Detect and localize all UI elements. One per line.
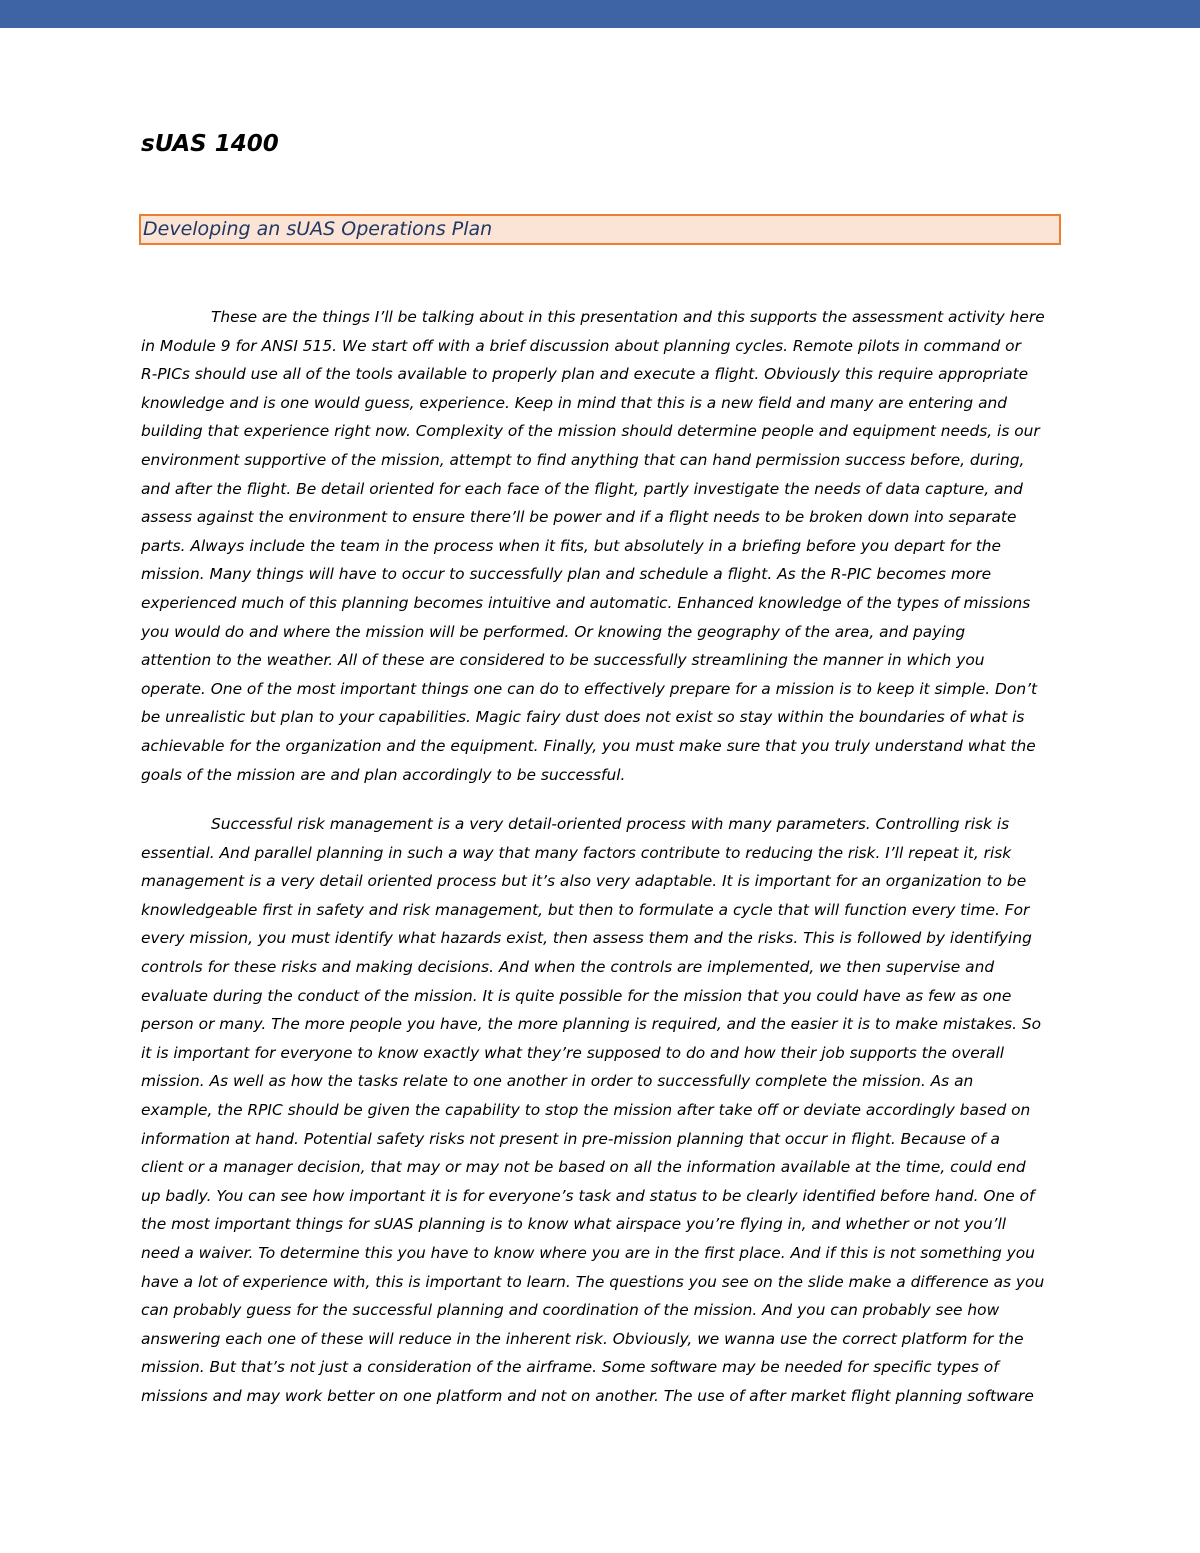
paragraph-line: can probably guess for the successful planning and coordination of the mission. And you can probably see how bbox=[141, 1301, 1000, 1320]
paragraph-line: answering each one of these will reduce in the inherent risk. Obviously, we wanna use the correct platform for the bbox=[141, 1329, 1024, 1348]
paragraph-line: building that experience right now. Complexity of the mission should determine people and equipment needs, is our bbox=[141, 422, 1040, 441]
paragraph-line: in Module 9 for ANSI 515. We start off with a brief discussion about planning cycles. Remote pilots in command or bbox=[141, 336, 1021, 355]
paragraph-line: experienced much of this planning becomes intuitive and automatic. Enhanced knowledge of the types of missions bbox=[141, 593, 1031, 612]
paragraph-line: be unrealistic but plan to your capabilities. Magic fairy dust does not exist so stay within the boundaries of what is bbox=[141, 708, 1025, 727]
top-banner-bar bbox=[0, 0, 1200, 28]
paragraph-line: need a waiver. To determine this you have to know where you are in the first place. And if this is not something you bbox=[141, 1244, 1035, 1262]
paragraph-line: knowledgeable first in safety and risk management, but then to formulate a cycle that will function every time. For bbox=[141, 900, 1030, 919]
paragraph-line: client or a manager decision, that may or may not be based on all the information available at the time, could end bbox=[141, 1158, 1026, 1177]
paragraph-line: operate. One of the most important things one can do to effectively prepare for a mission is to keep it simple. Don’t bbox=[141, 679, 1038, 698]
paragraph-line: up badly. You can see how important it is for everyone’s task and status to be clearly identified before hand. One of bbox=[141, 1186, 1035, 1205]
paragraph-line: environment supportive of the mission, attempt to find anything that can hand permission success before, during, bbox=[141, 450, 1025, 469]
paragraph-line: essential. And parallel planning in such a way that many factors contribute to reducing the risk. I’ll repeat it, risk bbox=[141, 843, 1012, 862]
paragraph-line: missions and may work better on one platform and not on another. The use of after market flight planning software bbox=[141, 1386, 1034, 1405]
paragraph-line: person or many. The more people you have, the more planning is required, and the easier it is to make mistakes. So bbox=[141, 1015, 1042, 1034]
paragraph-line: achievable for the organization and the equipment. Finally, you must make sure that you truly understand what the bbox=[141, 736, 1036, 755]
subtitle-box bbox=[139, 214, 1061, 245]
paragraph-line: you would do and where the mission will be performed. Or knowing the geography of the area, and paying bbox=[141, 622, 966, 641]
paragraph-line: controls for these risks and making decisions. And when the controls are implemented, we then supervise and bbox=[141, 958, 995, 977]
paragraph-line: mission. As well as how the tasks relate to one another in order to successfully complete the mission. As an bbox=[141, 1072, 974, 1091]
paragraph-line: parts. Always include the team in the process when it fits, but absolutely in a briefing before you depart for the bbox=[141, 536, 1001, 555]
body-paragraph bbox=[141, 810, 1059, 1410]
paragraph-line: knowledge and is one would guess, experience. Keep in mind that this is a new field and many are entering and bbox=[141, 393, 1008, 412]
paragraph-line: every mission, you must identify what hazards exist, then assess them and the risks. This is followed by identifying bbox=[141, 929, 1032, 948]
body-paragraph bbox=[141, 303, 1059, 789]
paragraph-line: it is important for everyone to know exactly what they’re supposed to do and how their job supports the overall bbox=[141, 1043, 1005, 1062]
paragraph-line: and after the flight. Be detail oriented for each face of the flight, partly investigate the needs of data capture, and bbox=[141, 479, 1023, 498]
paragraph-line: mission. Many things will have to occur to successfully plan and schedule a flight. As the R-PIC becomes more bbox=[141, 565, 992, 584]
document-title: sUAS 1400 bbox=[141, 131, 279, 157]
paragraph-line: example, the RPIC should be given the capability to stop the mission after take off or deviate accordingly based on bbox=[141, 1101, 1031, 1120]
document-subtitle: Developing an sUAS Operations Plan bbox=[143, 218, 493, 240]
paragraph-line: mission. But that’s not just a consideration of the airframe. Some software may be needed for specific types of bbox=[141, 1358, 999, 1377]
paragraph-line: assess against the environment to ensure there’ll be power and if a flight needs to be broken down into separate bbox=[141, 508, 1017, 527]
paragraph-line: goals of the mission are and plan accordingly to be successful. bbox=[141, 765, 626, 784]
paragraph-line: have a lot of experience with, this is important to learn. The questions you see on the slide make a difference as you bbox=[141, 1272, 1045, 1291]
paragraph-line: management is a very detail oriented process but it’s also very adaptable. It is important for an organization to be bbox=[141, 872, 1027, 891]
paragraph-line: Successful risk management is a very detail-oriented process with many parameters. Controlling risk is bbox=[211, 815, 1010, 834]
paragraph-line: These are the things I’ll be talking about in this presentation and this supports the assessment activity here bbox=[211, 308, 1045, 326]
paragraph-line: R-PICs should use all of the tools available to properly plan and execute a flight. Obviously this require appropriate bbox=[141, 365, 1029, 384]
paragraph-line: attention to the weather. All of these are considered to be successfully streamlining the manner in which you bbox=[141, 651, 985, 670]
document-body bbox=[141, 303, 1059, 1411]
paragraph-line: evaluate during the conduct of the mission. It is quite possible for the mission that you could have as few as one bbox=[141, 986, 1012, 1005]
paragraph-line: information at hand. Potential safety risks not present in pre-mission planning that occur in flight. Because of a bbox=[141, 1129, 1000, 1148]
paragraph-line: the most important things for sUAS planning is to know what airspace you’re flying in, and whether or not you’ll bbox=[141, 1215, 1007, 1234]
